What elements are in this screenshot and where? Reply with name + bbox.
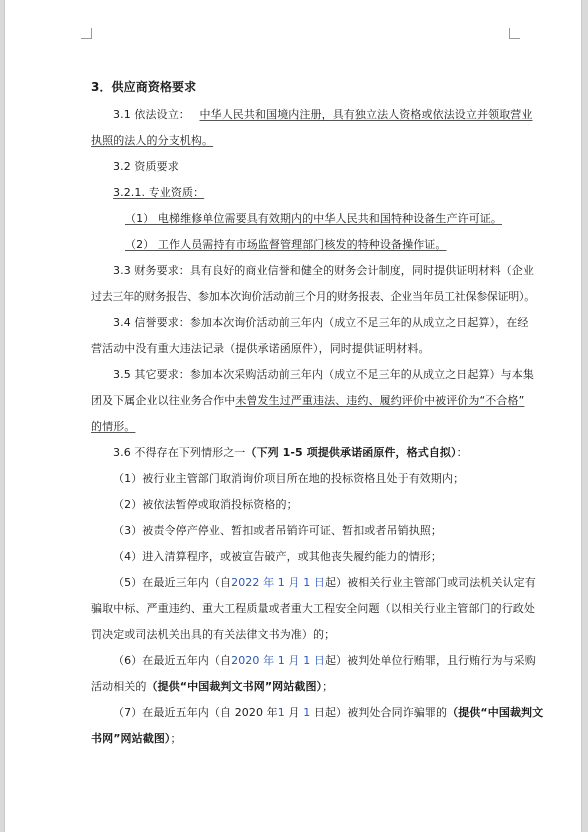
para-3-1-label: 3.1 依法设立：: [113, 108, 190, 121]
item-7-evidence-end: 书网”网站截图）: [91, 732, 171, 745]
para-3-5-line-2-start: 团及下属企业以往业务合作中: [91, 394, 236, 407]
exclusion-item-5-line-2: 骗取中标、严重违约、重大工程质量或者重大工程安全问题（以相关行业主管部门的行政处: [91, 602, 535, 615]
item-5-start: （5）在最近三年内（自: [113, 576, 232, 589]
exclusion-item-3: （3）被责令停产停业、暂扣或者吊销许可证、暂扣或者吊销执照；: [113, 524, 442, 537]
para-3-5-line-2-underlined: 未曾发生过严重违法、违约、履约评价中被评价为“不合格”: [235, 394, 525, 407]
para-3-5-line-3: 的情形。: [91, 420, 136, 433]
item-7-month-label: 月: [284, 706, 304, 719]
para-3-2: 3.2 资质要求: [113, 160, 179, 173]
exclusion-item-4: （4）进入清算程序，或被宣告破产，或其他丧失履约能力的情形；: [113, 550, 442, 563]
para-3-5-line-2: [91, 394, 524, 408]
para-3-1-line-1: [113, 108, 533, 122]
qualification-req-2: （2） 工作人员需持有市场监督管理部门核发的特种设备操作证。: [125, 238, 447, 251]
item-6-date: 2020 年 1 月 1 日: [231, 654, 325, 667]
para-3-3-line-1: 3.3 财务要求：具有良好的商业信誉和健全的财务会计制度，同时提供证明材料（企业: [113, 264, 534, 277]
exclusion-item-7-line-2: [91, 732, 182, 746]
para-3-4-line-1: 3.4 信誉要求：参加本次询价活动前三年内（成立不足三年的从成立之日起算），在经: [113, 316, 529, 329]
para-3-2-1: [113, 186, 204, 200]
item-6-line-2-start: 活动相关的: [91, 680, 147, 693]
para-3-1-line-2: 执照的法人的分支机构。: [91, 134, 214, 147]
para-3-6-prefix: 3.6 不得存在下列情形之一: [113, 446, 246, 459]
item-6-evidence: （提供“中国裁判文书网”网站截图）: [146, 680, 323, 693]
para-3-2-1-text: 3.2.1. 专业资质：: [113, 186, 205, 199]
item-5-date: 2022 年 1 月 1 日: [231, 576, 325, 589]
para-3-6: [113, 446, 468, 460]
item-7-start: （7）在最近五年内（自 2020 年: [113, 706, 278, 719]
item-7-month-digit: 1: [277, 706, 285, 719]
document-page: [4, 0, 582, 832]
exclusion-item-6-line-1: [113, 654, 536, 668]
item-7-evidence-start: （提供“中国裁判文: [447, 706, 544, 719]
exclusion-item-5-line-3: 罚决定或司法机关出具的有关法律文书为准）的；: [91, 628, 336, 641]
para-3-5-line-1: 3.5 其它要求：参加本次采购活动前三年内（成立不足三年的从成立之日起算）与本集: [113, 368, 534, 381]
page-corner-mark-top-left: [81, 28, 92, 39]
item-6-end: 起）被判处单位行贿罪，且行贿行为与采购: [324, 654, 536, 667]
item-7-line-2-end: ；: [170, 732, 182, 745]
item-6-line-2-end: ；: [322, 680, 334, 693]
para-3-6-suffix: ：: [456, 446, 468, 459]
qualification-req-1: （1） 电梯维修单位需要具有效期内的中华人民共和国特种设备生产许可证。: [125, 212, 502, 225]
item-7-mid: 日起）被判处合同诈骗罪的: [310, 706, 448, 719]
para-3-6-bold: （下列 1-5 项提供承诺函原件，格式自拟）: [245, 446, 457, 459]
para-3-1-text-1: 中华人民共和国境内注册，具有独立法人资格或依法设立并领取营业: [199, 108, 533, 121]
exclusion-item-1: （1）被行业主管部门取消询价项目所在地的投标资格且处于有效期内；: [113, 472, 465, 485]
page-corner-mark-top-right: [509, 28, 520, 39]
para-3-3-line-2: 过去三年的财务报告、参加本次询价活动前三个月的财务报表、企业当年员工社保参保证明）。: [91, 290, 535, 303]
item-7-day-digit: 1: [303, 706, 311, 719]
exclusion-item-5-line-1: [113, 576, 536, 590]
para-3-4-line-2: 营活动中没有重大违法记录（提供承诺函原件），同时提供证明材料。: [91, 342, 430, 355]
item-6-start: （6）在最近五年内（自: [113, 654, 232, 667]
exclusion-item-2: （2）被依法暂停或取消投标资格的；: [113, 498, 298, 511]
section-heading: 3．供应商资格要求: [91, 80, 197, 94]
exclusion-item-7-line-1: [113, 706, 543, 720]
exclusion-item-6-line-2: [91, 680, 333, 694]
item-5-end: 起）被相关行业主管部门或司法机关认定有: [324, 576, 536, 589]
